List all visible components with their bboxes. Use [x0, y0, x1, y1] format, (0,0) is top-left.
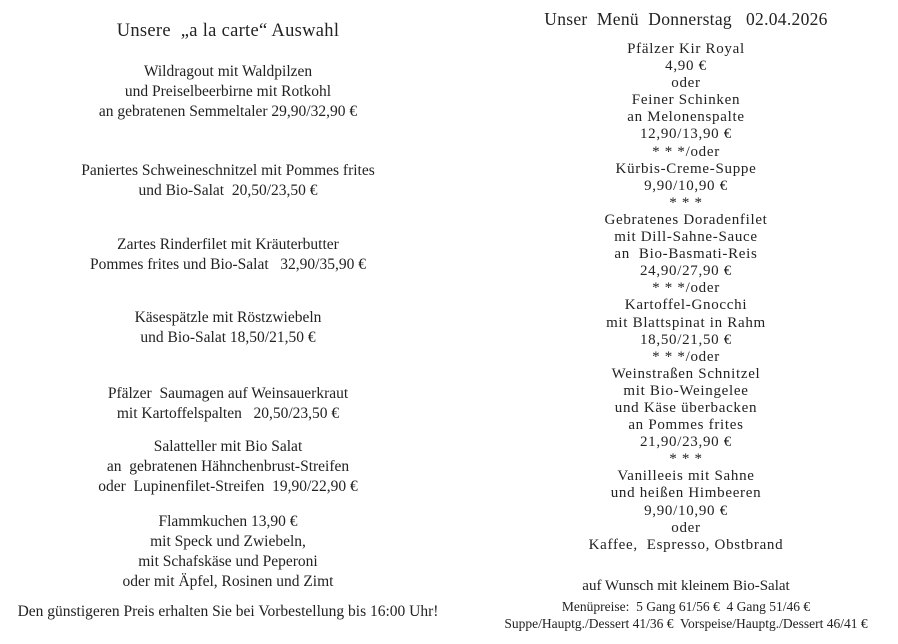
daily-menu-line: 4,90 €: [665, 58, 707, 75]
menu-item-line: oder mit Äpfel, Rosinen und Zimt: [122, 573, 334, 590]
daily-menu-line: mit Blattspinat in Rahm: [606, 314, 766, 331]
a-la-carte-heading: Unsere „a la carte“ Auswahl: [116, 21, 340, 41]
daily-menu-line: mit Dill-Sahne-Sauce: [614, 229, 758, 246]
daily-menu-line: 12,90/13,90 €: [639, 126, 733, 143]
menu-item-line: Pommes frites und Bio-Salat 32,90/35,90 €: [90, 256, 366, 273]
menu-item-line: und Bio-Salat 18,50/21,50 €: [140, 329, 316, 346]
preorder-discount-note: Den günstigeren Preis erhalten Sie bei Vorbestellung bis 16:00 Uhr!: [17, 603, 439, 620]
daily-menu-line: Gebratenes Doradenfilet: [604, 211, 768, 228]
menu-item: [8, 384, 448, 424]
daily-menu-line: Kartoffel-Gnocchi: [624, 297, 748, 314]
daily-menu-line: 9,90/10,90 €: [644, 177, 728, 194]
daily-menu-line: Vanilleeis mit Sahne: [617, 468, 755, 485]
daily-menu-line: 9,90/10,90 €: [644, 502, 728, 519]
daily-menu-line: Feiner Schinken: [631, 92, 741, 109]
menu-item: [8, 161, 448, 201]
menu-item-line: oder Lupinenfilet-Streifen 19,90/22,90 €: [98, 478, 358, 495]
menu-item-line: Salatteller mit Bio Salat: [153, 438, 303, 455]
daily-menu-column: [482, 0, 890, 644]
daily-menu-line: Kürbis-Creme-Suppe: [615, 160, 757, 177]
menu-item-line: an gebratenen Hähnchenbrust-Streifen: [106, 458, 350, 475]
side-salad-note: auf Wunsch mit kleinem Bio-Salat: [582, 578, 790, 594]
daily-menu-line: 18,50/21,50 €: [639, 331, 733, 348]
menu-item-line: mit Speck und Zwiebeln,: [150, 533, 306, 550]
menu-item-line: mit Kartoffelspalten 20,50/23,50 €: [116, 405, 340, 422]
daily-menu-heading: Unser Menü Donnerstag 02.04.2026: [544, 9, 828, 29]
menu-item-line: Wildragout mit Waldpilzen: [143, 63, 313, 80]
daily-menu-line: Pfälzer Kir Royal: [627, 41, 745, 57]
daily-menu-line: Weinstraßen Schnitzel: [611, 365, 761, 382]
menu-item: [8, 235, 448, 275]
menu-item: [8, 512, 448, 592]
menu-item-line: Pfälzer Saumagen auf Weinsauerkraut: [107, 385, 349, 402]
daily-menu-line: 21,90/23,90 €: [639, 434, 733, 451]
course-separator: * * */oder: [652, 143, 720, 160]
daily-menu-line: mit Bio-Weingelee: [623, 382, 749, 399]
daily-menu-line: an Melonenspalte: [627, 109, 745, 126]
menu-item: [8, 308, 448, 348]
course-separator: * * *: [669, 451, 703, 468]
daily-menu-line: Kaffee, Espresso, Obstbrand: [588, 536, 784, 553]
a-la-carte-column: [8, 0, 448, 644]
daily-menu-line: und Käse überbacken: [614, 399, 758, 416]
menu-item-line: Paniertes Schweineschnitzel mit Pommes frites: [81, 162, 375, 179]
menu-item-line: Flammkuchen 13,90 €: [158, 513, 298, 530]
menu-prices-line-1: Menüpreise: 5 Gang 61/56 € 4 Gang 51/46 €: [561, 599, 811, 614]
menu-item-line: Käsespätzle mit Röstzwiebeln: [134, 309, 322, 326]
course-separator: * * */oder: [652, 348, 720, 365]
menu-item-line: und Bio-Salat 20,50/23,50 €: [138, 182, 318, 199]
menu-prices-line-2: Suppe/Hauptg./Dessert 41/36 € Vorspeise/Hauptg./Dessert 46/41 €: [504, 616, 868, 631]
menu-item-line: mit Schafskäse und Peperoni: [138, 553, 318, 570]
daily-menu-line: 24,90/27,90 €: [639, 263, 733, 280]
menu-item-line: Zartes Rinderfilet mit Kräuterbutter: [117, 236, 339, 253]
daily-menu-line: oder: [671, 519, 701, 536]
daily-menu-lines: [482, 41, 890, 554]
daily-menu-line: und heißen Himbeeren: [610, 485, 762, 502]
menu-item: [8, 437, 448, 497]
daily-menu-line: an Bio-Basmati-Reis: [614, 246, 758, 263]
course-separator: * * */oder: [652, 280, 720, 297]
menu-item: [8, 62, 448, 122]
menu-item-line: an gebratenen Semmeltaler 29,90/32,90 €: [98, 103, 358, 120]
daily-menu-line: oder: [671, 75, 701, 92]
course-separator: * * *: [669, 194, 703, 211]
daily-menu-line: an Pommes frites: [628, 417, 744, 434]
menu-item-line: und Preiselbeerbirne mit Rotkohl: [124, 83, 332, 100]
